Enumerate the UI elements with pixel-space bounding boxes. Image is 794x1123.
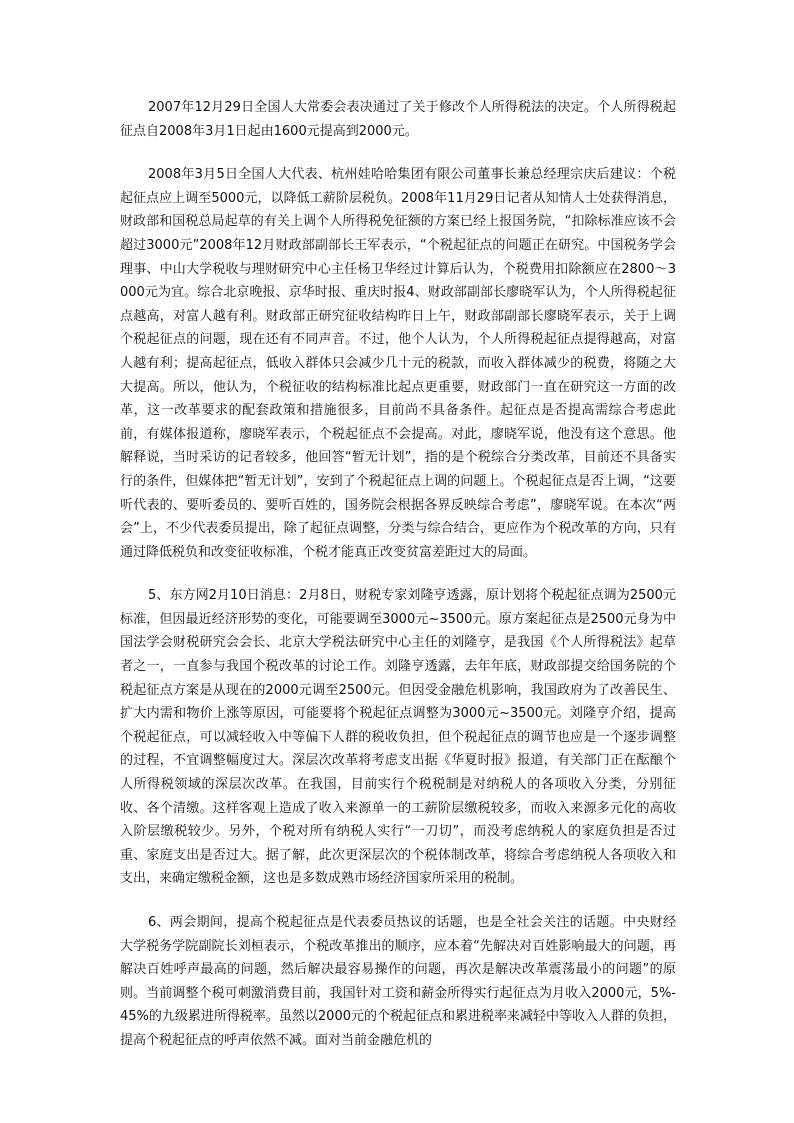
paragraph-tax-law-amendment: 2007年12月29日全国人大常委会表决通过了关于修改个人所得税法的决定。个人所得税起征点自2008年3月1日起由1600元提高到2000元。: [120, 100, 676, 139]
paragraph-npc-proposal: 2008年3月5日全国人大代表、杭州娃哈哈集团有限公司董事长兼总经理宗庆后建议：个税起征点应上调至5000元，以降低工薪阶层税负。2008年11月29日记者从知情人士处获得消息，财政部和国税总局起草的有关上调个人所得税免征额的方案已经上报国务院，“扣除标准应该不会超过3000元”2008年12月财政部副部长王军表示，“个税起征点的问题正在研究。中国税务学会理事、中山大学税收与理财研究中心主任杨卫华经过计算后认为，个税费用扣除额应在2800～3000元为宜。综合北京晚报、京华时报、重庆时报4、财政部副部长廖晓军认为，个人所得税起征点越高，对富人越有利。财政部正研究征收结构昨日上午，财政部副部长廖晓军表示，关于上调个税起征点的问题，现在还有不同声音。不过，他个人认为，个人所得税起征点提得越高，对富人越有利；提高起征点，低收入群体只会减少几十元的税款，而收入群体减少的税费，将随之大大提高。所以，他认为，个税征收的结构标准比起点更重要，财政部门一直在研究这一方面的改革，这一改革要求的配套政策和措施很多，目前尚不具备条件。起征点是否提高需综合考虑此前，有媒体报道称，廖晓军表示，个税起征点不会提高。对此，廖晓军说，他没有这个意思。他解释说，当时采访的记者较多，他回答“暂无计划”，指的是个税综合分类改革，目前还不具备实行的条件，但媒体把“暂无计划”，安到了个税起征点上调的问题上。个税起征点是否上调，“这要听代表的、要听委员的、要听百姓的，国务院会根据各界反映综合考虑”，廖晓军说。在本次“两会”上，不少代表委员提出，除了起征点调整，分类与综合结合，更应作为个税改革的方向，只有通过降低税负和改变征收标准，个税才能真正改变贫富差距过大的局面。: [120, 167, 676, 560]
paragraph-eastday-news: 5、东方网2月10日消息：2月8日，财税专家刘隆亨透露，原计划将个税起征点调为2500元标准，但因最近经济形势的变化，可能要调至3000元~3500元。原方案起征点是2500元身为中国法学会财税研究会会长、北京大学税法研究中心主任的刘隆亨，是我国《个人所得税法》起草者之一，一直参与我国个税改革的讨论工作。刘隆亨透露，去年年底，财政部提交给国务院的个税起征点方案是从现在的2000元调至2500元。但因受金融危机影响，我国政府为了改善民生、扩大内需和物价上涨等原因，可能要将个税起征点调整为3000元~3500元。刘隆亨介绍，提高个税起征点，可以减轻收入中等偏下人群的税收负担，但个税起征点的调节也应是一个逐步调整的过程，不宜调整幅度过大。深层次改革将考虑支出据《华夏时报》报道，有关部门正在酝酿个人所得税领域的深层次改革。在我国，目前实行个税税制是对纳税人的各项收入分类，分别征收、各个清缴。这样客观上造成了收入来源单一的工薪阶层缴税较多，而收入来源多元化的高收入阶层缴税较少。另外，个税对所有纳税人实行“一刀切”，而没考虑纳税人的家庭负担是否过重、家庭支出是否过大。据了解，此次更深层次的个税体制改革，将综合考虑纳税人各项收入和支出，来确定缴税金额，这也是多数成熟市场经济国家所采用的税制。: [120, 588, 676, 887]
paragraph-two-sessions: 6、两会期间，提高个税起征点是代表委员热议的话题，也是全社会关注的话题。中央财经大学税务学院副院长刘桓表示，个税改革推出的顺序，应本着“先解决对百姓影响最大的问题，再解决百姓呼声最高的问题，然后解决最容易操作的问题，再次是解决改革震荡最小的问题”的原则。当前调整个税可刺激消费目前，我国针对工资和薪金所得实行起征点为月收入2000元，5%-45%的九级累进所得税率。虽然以2000元的个税起征点和累进税率来减轻中等收入人群的负担，提高个税起征点的呼声依然不减。面对当前金融危机的: [120, 915, 676, 1048]
document-body: [120, 96, 676, 1053]
